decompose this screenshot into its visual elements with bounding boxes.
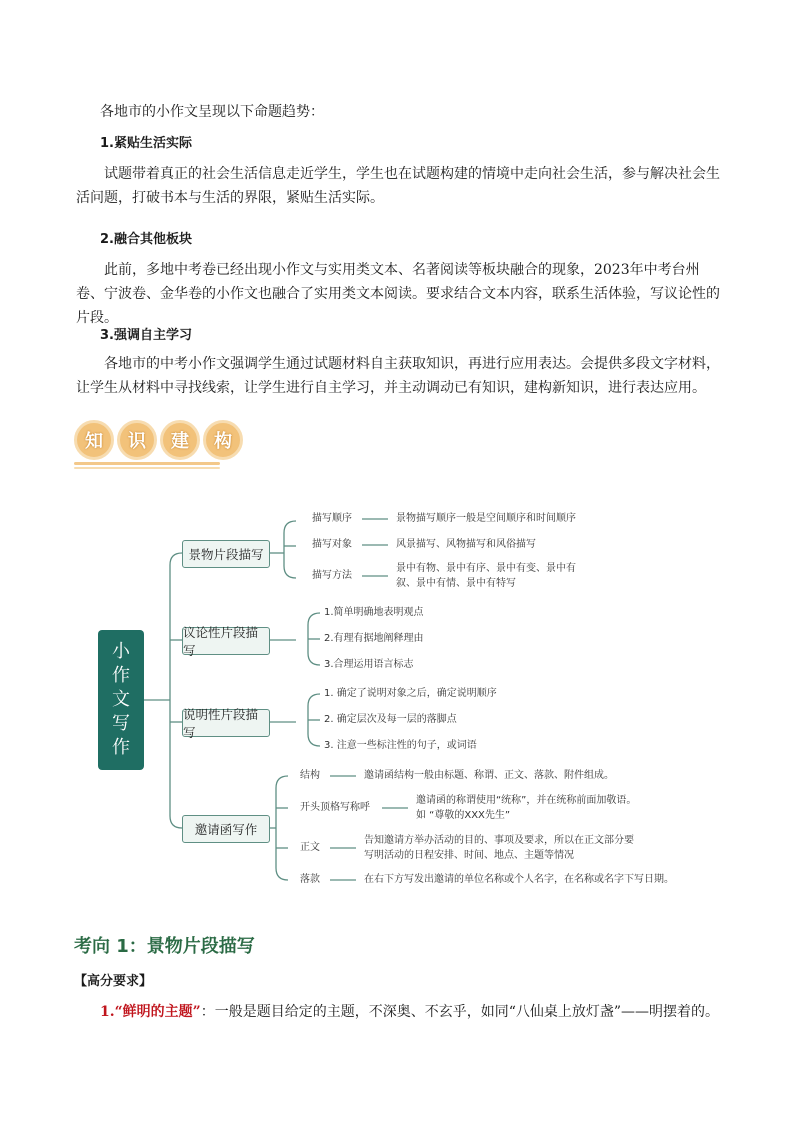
leaf-item: 1.简单明确地表明观点 [324, 607, 424, 618]
trend-title-2: 2.融合其他板块 [100, 232, 192, 247]
requirement-header: 【高分要求】 [74, 974, 153, 989]
leaf-item: 1. 确定了说明对象之后，确定说明顺序 [324, 688, 497, 699]
root-char: 作 [112, 665, 130, 686]
mindmap-root [98, 630, 144, 770]
badge-char: 识 [117, 420, 157, 460]
leaf-value-cont: 叙、景中有情、景中有特写 [396, 578, 516, 589]
trend-title-3: 3.强调自主学习 [100, 328, 192, 343]
leaf-value: 邀请函结构一般由标题、称谓、正文、落款、附件组成。 [364, 770, 614, 781]
trend-body-1: 试题带着真正的社会生活信息走近学生，学生也在试题构建的情境中走向社会生活，参与解决社会生活问题，打破书本与生活的界限，紧贴生活实际。 [76, 166, 720, 206]
trend-body-2: 此前，多地中考卷已经出现小作文与实用类文本、名著阅读等板块融合的现象，2023年中考台州卷、宁波卷、金华卷的小作文也融合了实用类文本阅读。要求结合文本内容，联系生活体验，写议论性的片段。 [76, 262, 720, 326]
section-title: 考向 1：景物片段描写 [74, 936, 255, 957]
leaf-value: 景中有物、景中有序、景中有变、景中有 [396, 563, 576, 574]
leaf-value: 在右下方写发出邀请的单位名称或个人名字，在名称或名字下写日期。 [364, 874, 674, 885]
root-char: 小 [112, 641, 130, 662]
branch-exposition: 说明性片段描写 [182, 709, 270, 737]
trend-body-3: 各地市的中考小作文强调学生通过试题材料自主获取知识，再进行应用表达。会提供多段文字材料，让学生从材料中寻找线索，让学生进行自主学习，并主动调动已有知识，建构新知识，进行表达应用。 [76, 356, 720, 396]
leaf-item: 2. 确定层次及每一层的落脚点 [324, 714, 457, 725]
leaf-value: 告知邀请方举办活动的目的、事项及要求，所以在正文部分要 [364, 835, 634, 846]
leaf-key: 落款 [300, 874, 320, 885]
leaf-key: 描写对象 [312, 539, 352, 550]
root-char: 写 [112, 713, 130, 734]
leaf-value: 邀请函的称谓使用“统称”，并在统称前面加敬语。 [416, 795, 637, 806]
point-1-text: ：一般是题目给定的主题，不深奥、不玄乎，如同“八仙桌上放灯盏”——明摆着的。 [200, 1004, 720, 1020]
branch-argument: 议论性片段描写 [182, 627, 270, 655]
badge-underline-2 [74, 467, 220, 469]
leaf-item: 2.有理有据地阐释理由 [324, 633, 424, 644]
badge-char: 构 [203, 420, 243, 460]
branch-scenery: 景物片段描写 [182, 540, 270, 568]
leaf-key: 描写顺序 [312, 513, 352, 524]
root-char: 作 [112, 737, 130, 758]
root-char: 文 [112, 689, 130, 710]
leaf-item: 3. 注意一些标注性的句子，或词语 [324, 740, 477, 751]
leaf-item: 3.合理运用语言标志 [324, 659, 414, 670]
knowledge-badge [74, 420, 243, 460]
leaf-value-cont: 如 “尊敬的XXX先生” [416, 810, 511, 821]
badge-char: 知 [74, 420, 114, 460]
leaf-value: 景物描写顺序一般是空间顺序和时间顺序 [396, 513, 576, 524]
branch-invitation: 邀请函写作 [182, 815, 270, 843]
point-1-label: 1.“鲜明的主题” [100, 1004, 201, 1020]
leaf-key: 正文 [300, 842, 320, 853]
badge-char: 建 [160, 420, 200, 460]
leaf-key: 开头顶格写称呼 [300, 802, 370, 813]
point-1 [100, 1000, 740, 1024]
leaf-value-cont: 写明活动的日程安排、时间、地点、主题等情况 [364, 850, 574, 861]
leaf-key: 描写方法 [312, 570, 352, 581]
intro-text: 各地市的小作文呈现以下命题趋势： [100, 104, 324, 120]
badge-underline [74, 462, 220, 465]
leaf-value: 风景描写、风物描写和风俗描写 [396, 539, 536, 550]
leaf-key: 结构 [300, 770, 320, 781]
trend-title-1: 1.紧贴生活实际 [100, 136, 192, 151]
